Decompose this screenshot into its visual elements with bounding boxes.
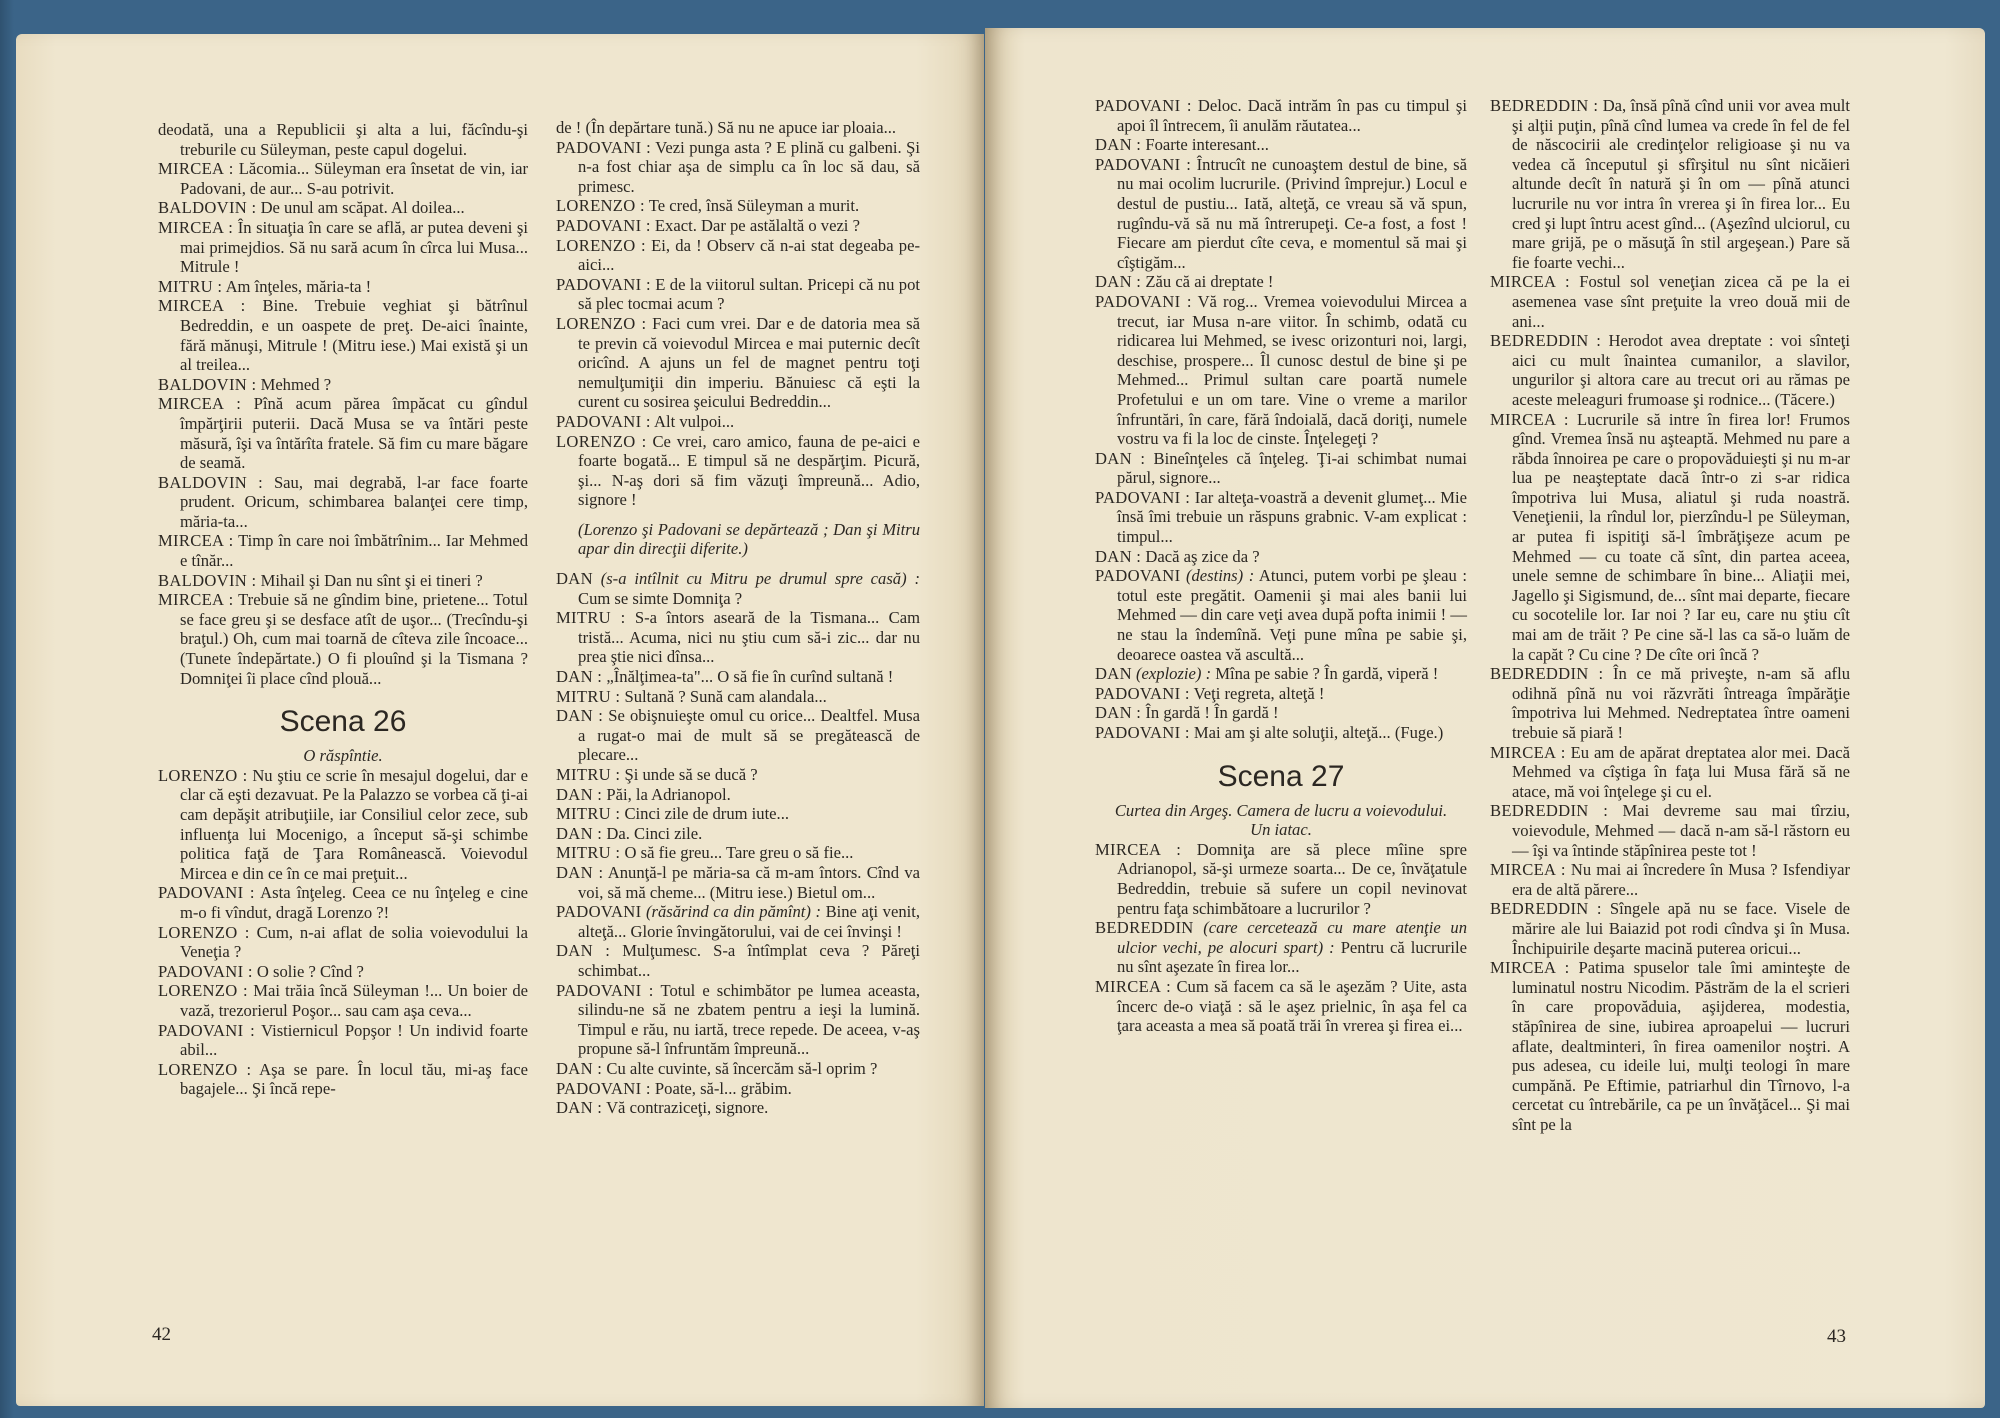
- speaker-name: DAN :: [556, 1098, 603, 1118]
- dialogue-text: E de la viitorul sultan. Pricepi că nu pot să plec tocmai acum ?: [578, 274, 920, 314]
- dialogue-line: [556, 412, 920, 432]
- dialogue-line: [158, 1060, 528, 1099]
- speaker-name: MIRCEA :: [1490, 272, 1570, 292]
- dialogue-text: Întrucît ne cunoaştem destul de bine, să nu mai ocolim lucrurile. (Privind împrejur.) Locul e destul de pustiu... Iată, alteţă, ce vreau să vă spun, rugîndu-vă să nu mă întrerupeţi. Ce-a fost, a fost ! Fiecare am pierdut cîte ceva, e momentul să mai şi cîştigăm...: [1117, 154, 1467, 272]
- dialogue-text: Patima spuselor tale îmi aminteşte de luminatul nostru Nicodim. Păstrăm de la el scrieri în care propovăduia, aşijderea, modestia, stăpînirea de sine, iubirea aproapelui — lucruri aflate, dealtminteri, în firea oamenilor noştri. A pus adesea, cu ideile lui, mulţi teologi în mare cumpănă. Pe Eftimie, patriarhul din Tîrnovo, l-a cercetat cu întrebările, ca pe un învăţăcel... Şi mai sînt pe la: [1512, 958, 1850, 1134]
- speaker-name: MIRCEA :: [1490, 409, 1569, 429]
- speaker-name: PADOVANI :: [1095, 683, 1190, 703]
- dialogue-line: [1095, 684, 1467, 704]
- speaker-name: DAN :: [1095, 546, 1142, 566]
- speaker-name: MIRCEA :: [158, 394, 242, 414]
- dialogue-text: Mîna pe sabie ? În gardă, viperă !: [1215, 664, 1439, 684]
- speaker-name: PADOVANI :: [1095, 487, 1191, 507]
- dialogue-line: [1095, 723, 1467, 743]
- dialogue-text: O solie ? Cînd ?: [256, 961, 364, 981]
- dialogue-line: [1490, 801, 1850, 860]
- speaker-name: LORENZO :: [158, 1059, 252, 1079]
- dialogue-line: [556, 981, 920, 1059]
- dialogue-line: [1095, 977, 1467, 1036]
- speaker-name: BEDREDDIN :: [1490, 331, 1602, 351]
- dialogue-line: [158, 981, 528, 1020]
- dialogue-text: Nu mai ai încredere în Musa ? Isfendiyar era de altă părere...: [1512, 860, 1851, 899]
- dialogue-line: [1490, 743, 1850, 802]
- dialogue-line: [556, 785, 920, 805]
- speaker-name: DAN :: [556, 706, 604, 726]
- scene-title: Scena 26: [279, 705, 407, 739]
- speaker-name: MITRU :: [556, 804, 621, 824]
- speaker-name: PADOVANI: [1095, 566, 1181, 586]
- dialogue-line: [158, 531, 528, 570]
- speaker-name: MITRU :: [556, 608, 626, 628]
- dialogue-text: Sîngele apă nu se face. Visele de mărire ale lui Baiazid pot rodi cîndva şi în Musa. Închipuirile deşarte macină puterea oricui...: [1512, 899, 1850, 958]
- dialogue-text: Şi unde să se ducă ?: [624, 765, 758, 784]
- dialogue-text: Anunţă-l pe măria-sa că m-am întors. Cînd va voi, să mă cheme... (Mitru iese.) Bietul om...: [578, 862, 920, 902]
- speaker-name: PADOVANI :: [1095, 96, 1192, 115]
- dialogue-text: Aşa se pare. În locul tău, mi-aş face bagajele... Şi încă repe-: [180, 1059, 529, 1099]
- dialogue-line: [556, 824, 920, 844]
- dialogue-text: Mai am şi alte soluţii, alteţă... (Fuge.): [1193, 723, 1444, 742]
- dialogue-text: Bine aţi venit, alteţă... Glorie învingătorului, vai de cei învinşi !: [578, 902, 920, 941]
- dialogue-text: Ei, da ! Observ că n-ai stat degeaba pe-aici...: [578, 235, 920, 275]
- speaker-name: PADOVANI :: [556, 274, 651, 294]
- dialogue-line: [158, 159, 528, 198]
- speaker-name: LORENZO :: [556, 431, 647, 451]
- dialogue-text: Bine. Trebuie veghiat şi bătrînul Bedreddin, e un oaspete de preţ. De-aici înainte, fără mănuşi, Mitrule ! (Mitru iese.) Mai există şi un al treilea...: [180, 296, 528, 375]
- speaker-name: BEDREDDIN :: [1490, 899, 1602, 919]
- dialogue-text: Poate, să-l... grăbim.: [654, 1078, 792, 1098]
- dialogue-text: Mihail şi Dan nu sînt şi ei tineri ?: [260, 570, 483, 590]
- dialogue-text: Am înţeles, măria-ta !: [225, 276, 372, 296]
- dialogue-text: Timp în care noi îmbătrînim... Iar Mehmed e tînăr...: [180, 531, 529, 571]
- speaker-name: PADOVANI :: [556, 411, 651, 431]
- scene-setting: Curtea din Argeş. Camera de lucru a voievodului. Un iatac.: [1114, 800, 1448, 840]
- speaker-name: MIRCEA :: [158, 159, 234, 179]
- speaker-name: LORENZO :: [158, 765, 248, 785]
- dialogue-text: Lucrurile să intre în firea lor! Frumos gînd. Vremea însă nu aşteaptă. Mehmed nu pare a răbda înnoirea pe care o propovăduieşti şi nu m-ar lua pe neaşteptate dacă într-o zi s-ar ridica împotriva lui Musa, aliatul şi ruda noastră. Veneţienii, la rîndul lor, pierzîndu-l pe Süleyman, ar putea fi ispitiţi să-l îmbrăţişeze acum pe Mehmed — cu toate că sînt, din partea aceea, unele semne de schimbare în bine... Aliaţii mei, Jagello şi Sigismund, de... sînt mai departe, fiecare cu socotelile lor. Iar noi ? Iar eu, care nu ştiu cît mai am de trăit ? Pe cine să-l las ca să-o luăm de la capăt ? Cu cine ? De cîte ori încă ?: [1512, 409, 1851, 664]
- dialogue-line: [1490, 860, 1850, 899]
- dialogue-line: [1095, 566, 1467, 664]
- dialogue-line: [556, 667, 920, 687]
- dialogue-line: [556, 608, 920, 667]
- dialogue-line: [556, 804, 920, 824]
- dialogue-line: [1095, 155, 1467, 273]
- dialogue-line: [1095, 449, 1467, 488]
- speaker-name: DAN :: [556, 862, 604, 882]
- dialogue-line: [556, 314, 920, 412]
- dialogue-text: Ce vrei, caro amico, fauna de pe-aici e foarte bogată... E timpul să ne despărţim. Picură, şi... N-aş dori să fim văzuţi împreună... Adio, signore !: [578, 431, 921, 510]
- speaker-name: BEDREDDIN :: [1490, 96, 1599, 115]
- stage-direction-inline: (răsărind ca din pămînt) :: [645, 902, 821, 922]
- dialogue-line: [158, 218, 528, 277]
- dialogue-text: Alt vulpoi...: [654, 411, 735, 431]
- dialogue-line: [1095, 547, 1467, 567]
- dialogue-text: „Înălţimea-ta"... O să fie în curînd sultană !: [606, 667, 894, 687]
- dialogue-line: [158, 590, 528, 688]
- speaker-name: BALDOVIN :: [158, 570, 257, 590]
- dialogue-line: [1490, 96, 1850, 272]
- stage-direction-inline: (destins) :: [1185, 566, 1255, 586]
- page-number-left: 42: [152, 1324, 171, 1345]
- right-column-2: [1490, 96, 1850, 1134]
- dialogue-line: [1095, 292, 1467, 449]
- dialogue-line: [158, 473, 528, 532]
- dialogue-text: Trebuie să ne gîndim bine, prietene... Totul se face greu şi se desface atît de uşor... (Trecîndu-şi braţul.) Oh, cum mai toarnă de cîteva zile încoace... (Tunete îndepărtate.) O fi plouînd şi la Tismana ? Domniţei îi place cînd plouă...: [180, 590, 528, 688]
- dialogue-text: Lăcomia... Süleyman era însetat de vin, iar Padovani, de aur... S-au potrivit.: [180, 159, 528, 198]
- dialogue-line: [1095, 272, 1467, 292]
- dialogue-text: Zău că ai dreptate !: [1145, 272, 1274, 292]
- dialogue-line: [1095, 840, 1467, 918]
- speaker-name: BALDOVIN :: [158, 198, 257, 218]
- dialogue-text: Vezi punga asta ? E plină cu galbeni. Şi n-a fost chiar aşa de simplu ca în loc să dau, să primesc.: [578, 137, 920, 196]
- speaker-name: MIRCEA :: [1490, 860, 1566, 880]
- dialogue-line: [1490, 410, 1850, 665]
- dialogue-line: [158, 571, 528, 591]
- dialogue-line: [556, 432, 920, 510]
- dialogue-text: Totul e schimbător pe lumea aceasta, silindu-ne să ne zbatem pentru a ieşi la lumină. Timpul e rău, nu iartă, trece repede. De aceea, v-aş propune să-l înfruntăm împreună...: [578, 980, 920, 1059]
- dialogue-text: Mulţumesc. S-a întîmplat ceva ? Păreţi schimbat...: [578, 941, 920, 980]
- speaker-name: DAN: [1095, 664, 1132, 684]
- scene-setting: O răspîntie.: [303, 746, 383, 766]
- dialogue-line: [1490, 664, 1850, 742]
- dialogue-line: [158, 296, 528, 374]
- speaker-name: DAN :: [1095, 272, 1142, 292]
- page-number-right: 43: [1827, 1326, 1846, 1347]
- dialogue-text: Pînă acum părea împăcat cu gîndul împărţirii puterii. Dacă Musa se va întări peste măsură, îşi va întărîta fratele. Să fim cu mare băgare de seamă.: [180, 394, 529, 473]
- dialogue-text: Iar alteţa-voastră a devenit glumeţ... Mie însă îmi trebuie un răspuns grabnic. V-am explicat : timpul...: [1117, 487, 1467, 547]
- speaker-name: PADOVANI :: [556, 137, 652, 157]
- dialogue-text: Nu ştiu ce scrie în mesajul dogelui, dar e clar că eşti dezavuat. Pe la Palazzo se vorbea că ţi-ai cam depăşit atribuţiile, iar Consiliul celor zece, sub influenţa lui Mocenigo, a început să-şi schimbe politica faţă de Ţara Românească. Voievodul Mircea e din ce în ce mai preţuit...: [180, 765, 528, 883]
- dialogue-line: [1490, 899, 1850, 958]
- dialogue-text: Exact. Dar pe astălaltă o vezi ?: [654, 215, 860, 235]
- dialogue-line: [1095, 664, 1467, 684]
- dialogue-text: Păi, la Adrianopol.: [606, 784, 731, 804]
- speaker-name: BALDOVIN :: [158, 374, 257, 394]
- dialogue-text: Cinci zile de drum iute...: [624, 804, 789, 824]
- dialogue-line: [158, 1021, 528, 1060]
- dialogue-line: [556, 1059, 920, 1079]
- speaker-name: PADOVANI :: [158, 883, 255, 903]
- dialogue-line: [158, 883, 528, 922]
- speaker-name: PADOVANI :: [1095, 723, 1190, 742]
- dialogue-line: [158, 962, 528, 982]
- dialogue-text: Cum se simte Domniţa ?: [578, 588, 743, 608]
- dialogue-text: Foarte interesant...: [1145, 135, 1269, 155]
- dialogue-line: [556, 1079, 920, 1099]
- speaker-name: MIRCEA :: [1095, 839, 1182, 859]
- dialogue-text: Se obişnuieşte omul cu orice... Dealtfel. Musa a rugat-o mai de mult să se pregătească de plecare...: [578, 706, 920, 765]
- stage-direction: (Lorenzo şi Padovani se depărtează ; Dan şi Mitru apar din direcţii diferite.): [578, 519, 920, 559]
- dialogue-text: Mai trăia încă Süleyman !... Un boier de vază, trezorierul Poşor... sau cam aşa ceva...: [180, 981, 528, 1020]
- dialogue-text: Sau, mai degrabă, l-ar face foarte prudent. Oricum, schimbarea balanţei cere timp, măria-ta...: [180, 472, 529, 531]
- speaker-name: MIRCEA :: [1490, 742, 1566, 762]
- speaker-name: MIRCEA :: [158, 296, 246, 316]
- dialogue-text: Pentru că lucrurile nu sînt aşezate în firea lor...: [1117, 937, 1467, 977]
- dialogue-text: Mehmed ?: [260, 374, 332, 394]
- dialogue-text: Cum să facem ca să le aşezăm ? Uite, asta încerc de-o viaţă : să le aşez prielnic, în aşa fel ca ţara aceasta a mea să poată trăi în vrerea şi firea ei...: [1117, 976, 1468, 1036]
- speaker-name: MITRU :: [556, 843, 621, 863]
- speaker-name: LORENZO :: [158, 981, 248, 1001]
- dialogue-line: [556, 765, 920, 785]
- dialogue-text: Cum, n-ai aflat de solia voievodului la Veneţia ?: [180, 922, 528, 962]
- dialogue-line: [1490, 331, 1850, 409]
- speaker-name: PADOVANI :: [556, 215, 651, 235]
- speaker-name: MIRCEA :: [158, 217, 234, 237]
- dialogue-text: Asta înţeleg. Ceea ce nu înţeleg e cine m-o fi vîndut, dragă Lorenzo ?!: [180, 883, 529, 922]
- dialogue-line: [556, 843, 920, 863]
- speaker-name: MITRU :: [556, 765, 621, 784]
- dialogue-line: [1095, 918, 1467, 977]
- dialogue-line: [556, 941, 920, 980]
- dialogue-line: [1490, 272, 1850, 331]
- speaker-name: PADOVANI :: [158, 1020, 255, 1040]
- dialogue-line: [1095, 703, 1467, 723]
- dialogue-line: [158, 277, 528, 297]
- dialogue-line: [556, 275, 920, 314]
- dialogue-line: [1095, 488, 1467, 547]
- stage-direction-inline: (care cercetează cu mare atenţie un ulcior vechi, pe alocuri spart) :: [1117, 918, 1467, 957]
- dialogue-line: [556, 687, 920, 707]
- dialogue-text: Vistiernicul Popşor ! Un individ foarte abil...: [180, 1020, 528, 1060]
- dialogue-text: deodată, una a Republicii şi alta a lui, făcîndu-şi treburile cu Süleyman, peste capul dogelui.: [158, 120, 528, 159]
- dialogue-line: [556, 706, 920, 765]
- dialogue-text: În gardă ! În gardă !: [1145, 703, 1279, 723]
- speaker-name: DAN :: [1095, 703, 1142, 723]
- speaker-name: PADOVANI :: [556, 980, 654, 1000]
- dialogue-text: Atunci, putem vorbi pe şleau : totul este pregătit. Oamenii şi mai ales banii lui Mehmed — din care veţi avea după pofta inimii ! — ne stau la îndemînă. Veţi pune mîna pe sabie şi, deoarece oastea vă ascultă...: [1117, 566, 1467, 664]
- speaker-name: BEDREDDIN :: [1490, 664, 1604, 684]
- dialogue-line: [556, 216, 920, 236]
- speaker-name: DAN :: [1095, 448, 1146, 468]
- dialogue-line: [556, 138, 920, 197]
- dialogue-text: Vă rog... Vremea voievodului Mircea a trecut, iar Musa n-are viitor. În schimb, odată cu ridicarea lui Mehmed, se ivesc orizonturi noi, largi, deschise, prospere... Îl cunosc destul de bine şi pe Mehmed... Primul sultan care poartă numele Profetului e un om tare. Vine o vreme a marilor înfruntări, în care, fără îndoială, dacă doriţi, numele vostru va fi la loc de cinste. Înţelegeţi ?: [1117, 291, 1467, 449]
- dialogue-text: Vă contraziceţi, signore.: [606, 1098, 769, 1118]
- dialogue-line: [556, 1098, 920, 1118]
- left-page: [16, 34, 984, 1406]
- speaker-name: BEDREDDIN: [1095, 918, 1194, 938]
- left-column-2: [556, 118, 920, 1118]
- dialogue-text: Sultană ? Sună cam alandala...: [624, 686, 827, 706]
- speaker-name: MITRU :: [556, 686, 621, 706]
- dialogue-text: de ! (În depărtare tună.) Să nu ne apuce iar ploaia...: [556, 118, 897, 137]
- dialogue-text: Faci cum vrei. Dar e de datoria mea să te previn că voievodul Mircea e mai puternic decît oricînd. A ajuns un fel de magnet pentru toţi nemulţumiţii din imperiu. Bănuiesc că eşti la curent cu sosirea şeicului Bedreddin...: [578, 313, 920, 412]
- speaker-name: MIRCEA :: [1490, 958, 1570, 978]
- speaker-name: PADOVANI: [556, 902, 642, 922]
- right-page: [985, 28, 1985, 1408]
- dialogue-text: O să fie greu... Tare greu o să fie...: [624, 843, 854, 863]
- scene-title: Scena 27: [1217, 759, 1345, 793]
- speaker-name: MIRCEA :: [1095, 976, 1172, 996]
- dialogue-line: [556, 902, 920, 941]
- dialogue-text: Eu am de apărat dreptatea alor mei. Dacă Mehmed va cîştiga în faţa lui Musa fără să ne atace, mă voi înţelege şi cu el.: [1512, 742, 1850, 801]
- speaker-name: BALDOVIN :: [158, 472, 264, 492]
- speaker-name: LORENZO :: [556, 235, 646, 255]
- speaker-name: DAN :: [556, 667, 603, 687]
- speaker-name: LORENZO :: [158, 922, 250, 942]
- speaker-name: DAN :: [556, 784, 603, 804]
- dialogue-text: Da, însă pînă cînd unii vor avea mult şi alţii puţin, pînă cînd lumea va crede în fel de fel de născocirii ale credinţelor religioase şi nu va vedea că începutul şi sfîrşitul nu sînt nicăieri altunde decît în natură şi în om — pînă atunci lucrurile nu vor intra în vrerea şi în firea lor... Eu cred şi lupt întru acest gînd... (Aşezînd ulciorul, cu mare grijă, pe o măsuţă în stil argeşean.) Pare să fie foarte vechi...: [1512, 96, 1850, 272]
- dialogue-text: Bineînţeles că înţeleg. Ţi-ai schimbat numai părul, signore...: [1117, 448, 1467, 488]
- dialogue-text: Da. Cinci zile.: [606, 823, 703, 843]
- speaker-name: DAN: [556, 569, 593, 589]
- dialogue-line: [158, 198, 528, 218]
- dialogue-line: [158, 923, 528, 962]
- speaker-name: DAN :: [556, 941, 611, 961]
- dialogue-text: În ce mă priveşte, n-am să aflu odihnă pînă nu voi răzvrăti întreaga împărăţie împotriva lui Mehmed. Nedreptatea între oameni trebuie să piară !: [1512, 664, 1850, 742]
- dialogue-text: Te cred, însă Süleyman a murit.: [648, 196, 860, 216]
- speaker-name: MIRCEA :: [158, 531, 234, 551]
- dialogue-line: [158, 394, 528, 472]
- dialogue-line: [158, 120, 528, 159]
- speaker-name: DAN :: [1095, 135, 1142, 155]
- dialogue-line: [1490, 958, 1850, 1134]
- right-column-1: [1095, 96, 1467, 1036]
- dialogue-text: De unul am scăpat. Al doilea...: [260, 198, 465, 218]
- speaker-name: LORENZO :: [556, 313, 647, 333]
- dialogue-line: [556, 196, 920, 216]
- speaker-name: MITRU :: [158, 276, 223, 296]
- speaker-name: PADOVANI :: [158, 961, 253, 981]
- speaker-name: DAN :: [556, 1058, 603, 1078]
- speaker-name: MIRCEA :: [158, 590, 234, 610]
- speaker-name: LORENZO :: [556, 196, 645, 216]
- dialogue-text: S-a întors aseară de la Tismana... Cam tristă... Acuma, nici nu ştiu cum să-i zic... dar nu prea ştie nici dînsa...: [578, 608, 921, 667]
- dialogue-text: Dacă aş zice da ?: [1145, 546, 1260, 566]
- dialogue-text: Veţi regreta, alteţă !: [1193, 683, 1325, 703]
- speaker-name: PADOVANI :: [556, 1078, 651, 1098]
- dialogue-text: Deloc. Dacă intrăm în pas cu timpul şi apoi îl întrecem, îi anulăm răutatea...: [1117, 96, 1467, 135]
- dialogue-line: [1095, 96, 1467, 135]
- dialogue-line: [158, 375, 528, 395]
- dialogue-text: Herodot avea dreptate : voi sînteţi aici cu mult înaintea cumanilor, a slavilor, ungurilor şi altora care au trecut ori au rămas pe aceste meleaguri frumoase şi rodnice... (Tăcere.): [1512, 331, 1850, 409]
- stage-direction-inline: (s-a intîlnit cu Mitru pe drumul spre casă) :: [600, 569, 920, 589]
- speaker-name: DAN :: [556, 823, 603, 843]
- dialogue-line: [556, 863, 920, 902]
- left-column-1: [158, 120, 528, 1099]
- stage-direction-inline: (explozie) :: [1136, 664, 1212, 684]
- dialogue-text: În situaţia în care se află, ar putea deveni şi mai primejdios. Să nu sară acum în cîrca lui Musa... Mitrule !: [180, 217, 528, 277]
- dialogue-text: Fostul sol veneţian zicea că pe la ei asemenea vase sînt preţuite la vreo două mii de ani...: [1512, 272, 1850, 331]
- dialogue-line: [556, 118, 920, 138]
- speaker-name: PADOVANI :: [1095, 291, 1192, 311]
- dialogue-text: Cu alte cuvinte, să încercăm să-l oprim ?: [606, 1058, 878, 1078]
- dialogue-line: [556, 569, 920, 608]
- dialogue-line: [158, 766, 528, 884]
- dialogue-line: [556, 236, 920, 275]
- dialogue-line: [1095, 135, 1467, 155]
- speaker-name: PADOVANI :: [1095, 154, 1192, 174]
- dialogue-text: Domniţa are să plece mîine spre Adrianopol, să-şi urmeze soarta... De ce, învăţatule Bedreddin, trebuie să sufere un copil nevinovat pentru faţa schimbătoare a lucrurilor ?: [1117, 839, 1467, 918]
- dialogue-text: Mai devreme sau mai tîrziu, voievodule, Mehmed — dacă n-am să-l răstorn eu — îşi va întinde stăpînirea peste tot !: [1512, 801, 1850, 860]
- speaker-name: BEDREDDIN :: [1490, 801, 1609, 821]
